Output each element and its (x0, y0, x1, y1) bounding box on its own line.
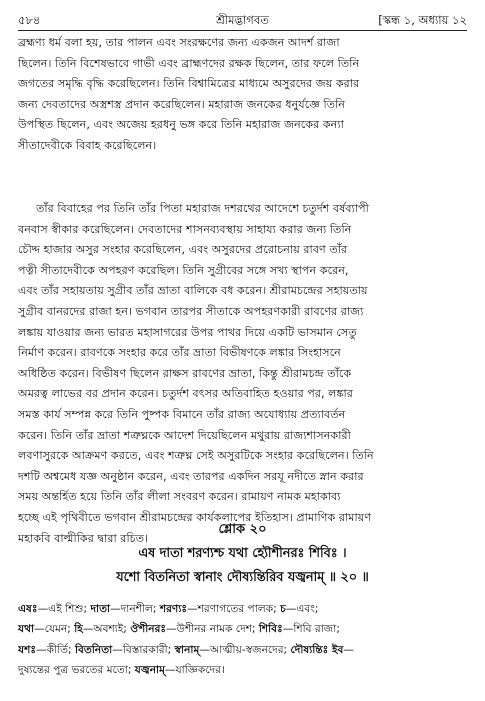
text-line: জগতের সমৃদ্ধি বৃদ্ধি করেছিলেন। তিনি বিশ্বামিত্রের মাধ্যমে অসুরদের জয় করার (18, 77, 360, 91)
text-line: বনবাস স্বীকার করেছিলেন। দেবতাদের শাসনব্যবস্থায় সাহায্য করার জন্য তিনি (18, 222, 352, 236)
synonym-word: যথা (18, 623, 35, 636)
synonym-word: ঔশীনরঃ (130, 623, 167, 636)
purport-paragraph-2 (18, 199, 467, 549)
text-line: অধিষ্ঠিত করেন। বিভীষণ ছিলেন রাক্ষস রাবণের ভ্রাতা, কিন্তু শ্রীরামচন্দ্র তাঁকে (18, 366, 352, 380)
header-rule (18, 30, 467, 31)
synonym-line (18, 660, 467, 680)
synonym-meaning: —যাজ্ঞিকদের। (164, 663, 225, 676)
synonym-word: বিতনিতা (74, 643, 113, 656)
text-line: সুগ্রীব বানরদের রাজা হন। ভগবান তারপর সীতাকে অপহরণকারী রাবণের রাজ্য (18, 304, 364, 318)
synonym-word: চ (280, 603, 286, 615)
book-title: শ্রীমদ্ভাগবত (216, 13, 269, 27)
synonym-meaning: —শরণাগতের পালক; (187, 603, 281, 615)
page-number: ৫৮৪ (18, 13, 41, 27)
synonym-line (18, 640, 467, 660)
synonym-word: শরণ্যঃ (159, 603, 188, 615)
verse-line-2: যশো বিতনিতা স্বানাং দৌষ্যন্তিরিব যজ্বনাম্ ॥ ২০ ॥ (116, 570, 369, 585)
synonym-meaning: —কীর্তি; (36, 643, 75, 656)
text-line: চৌদ্দ হাজার অসুর সংহার করেছিলেন, এবং অসুরদের প্ররোচনায় রাবণ তাঁর (18, 243, 348, 257)
synonym-meaning: — (343, 643, 354, 656)
synonym-word: হি (74, 623, 83, 636)
text-line: মহাকবি বাল্মীকির দ্বারা রচিত। (18, 531, 149, 545)
synonym-meaning: —বিস্তারকারী; (112, 643, 175, 656)
synonym-word: স্বানাম্ (174, 643, 200, 656)
text-line: লঙ্কায় যাওয়ার জন্য ভারত মহাসাগরের উপর পাথর দিয়ে একটি ভাসমান সেতু (18, 325, 357, 339)
text-line: নির্মাণ করেন। রাবণকে সংহার করে তাঁর ভ্রাতা বিভীষণকে লঙ্কার সিংহাসনে (18, 346, 341, 360)
text-line: উপস্থিত ছিলেন, এবং অজেয় হরধনু ভঙ্গ করে তিনি মহারাজ জনকের কন্যা (18, 118, 344, 132)
synonym-meaning: —অবশ্যই; (82, 623, 131, 636)
chapter-reference: [স্কন্ধ ১, অধ্যায় ১২ (378, 13, 467, 27)
synonym-meaning: দুষ্যন্তের পুত্র ভরতের মতো; (18, 663, 135, 676)
synonym-word: যশঃ (18, 643, 37, 656)
text-line: জন্য দেবতাদের অস্ত্রশস্ত্র প্রদান করেছিলেন। মহারাজ জনকের ধনুর্যজ্ঞে তিনি (18, 97, 345, 111)
verse-title: শ্লোক ২০ (218, 522, 267, 537)
synonym-word: দাতা (90, 603, 111, 615)
synonym-meaning: —যেমন; (34, 623, 75, 636)
text-line: সমস্ত কার্য সম্পন্ন করে তিনি পুষ্পক বিমানে তাঁর রাজ্য অযোধ্যায় প্রত্যাবর্তন (18, 407, 346, 421)
text-line: লবণাসুরকে আক্রমণ করতে, এবং শত্রুঘ্ন সেই অসুরটিকে সংহার করেছিলেন। তিনি (18, 449, 374, 463)
synonym-meaning: —উশীনর নামক দেশ; (166, 623, 259, 636)
text-line: পত্নী সীতাদেবীকে অপহরণ করেছিল। তিনি সুগ্রীবের সঙ্গে সখ্য স্থাপন করেন, (18, 263, 349, 277)
synonym-meaning: —দানশীল; (110, 603, 160, 615)
text-line: ব্রহ্মণ্য ধর্ম বলা হয়, তার পালন এবং সংরক্ষণের জন্য একজন আদর্শ রাজা (18, 36, 340, 49)
text-line: ছিলেন। তিনি বিশেষভাবে গাভী এবং ব্রাহ্মণদের রক্ষক ছিলেন, তার ফলে তিনি (18, 56, 360, 70)
synonym-word: যজ্বনাম্ (134, 663, 165, 676)
verse-line-1: এষ দাতা শরণ্যশ্চ যথা হ্যৌশীনরঃ শিবিঃ । (138, 546, 347, 561)
synonym-meaning: —এই শিশু; (37, 603, 91, 615)
synonym-meaning: —শিবি রাজা; (282, 623, 340, 636)
synonym-word: শিবিঃ (258, 623, 283, 636)
text-line: এবং তাঁর সহায়তায় সুগ্রীব তাঁর ভ্রাতা বালিকে বধ করেন। শ্রীরামচন্দ্রের সহায়তায় (18, 284, 368, 298)
synonyms-block (18, 599, 467, 680)
page-header (18, 10, 467, 30)
synonym-meaning: —আত্মীয়-স্বজনদের; (199, 643, 291, 656)
text-line: হচ্ছে এই পৃথিবীতে ভগবান শ্রীরামচন্দ্রের কার্যকলাপের ইতিহাস। প্রামাণিক রামায়ণ (18, 510, 372, 524)
synonym-line (18, 619, 467, 639)
text-line: সময় অন্তর্হিত হয়ে তিনি তাঁর লীলা সংবরণ করেন। রামায়ণ নামক মহাকাব্য (18, 490, 341, 504)
synonym-line (18, 599, 467, 619)
synonym-meaning: —এবং; (285, 603, 319, 615)
text-line: দশটি অশ্বমেধ যজ্ঞ অনুষ্ঠান করেন, এবং তারপর একদিন সরযূ নদীতে স্নান করার (18, 469, 364, 483)
text-line: অমরত্ব লাভের বর প্রদান করেন। চতুর্দশ বৎসর অতিবাহিত হওয়ার পর, লঙ্কার (18, 387, 353, 401)
synonym-word: দৌষ্যন্তিঃ ইব (290, 643, 344, 656)
synonym-word: এষঃ (18, 603, 38, 615)
text-line: তাঁর বিবাহের পর তিনি তাঁর পিতা মহারাজ দশরথের আদেশে চতুর্দশ বর্ষব্যাপী (36, 202, 369, 215)
purport-paragraph-1 (18, 33, 467, 157)
text-line: করেন। তিনি তাঁর ভ্রাতা শত্রুঘ্নকে আদেশ দিয়েছিলেন মথুরায় রাজ্যশাসনকারী (18, 428, 351, 442)
text-line: সীতাদেবীকে বিবাহ করেছিলেন। (18, 138, 157, 152)
